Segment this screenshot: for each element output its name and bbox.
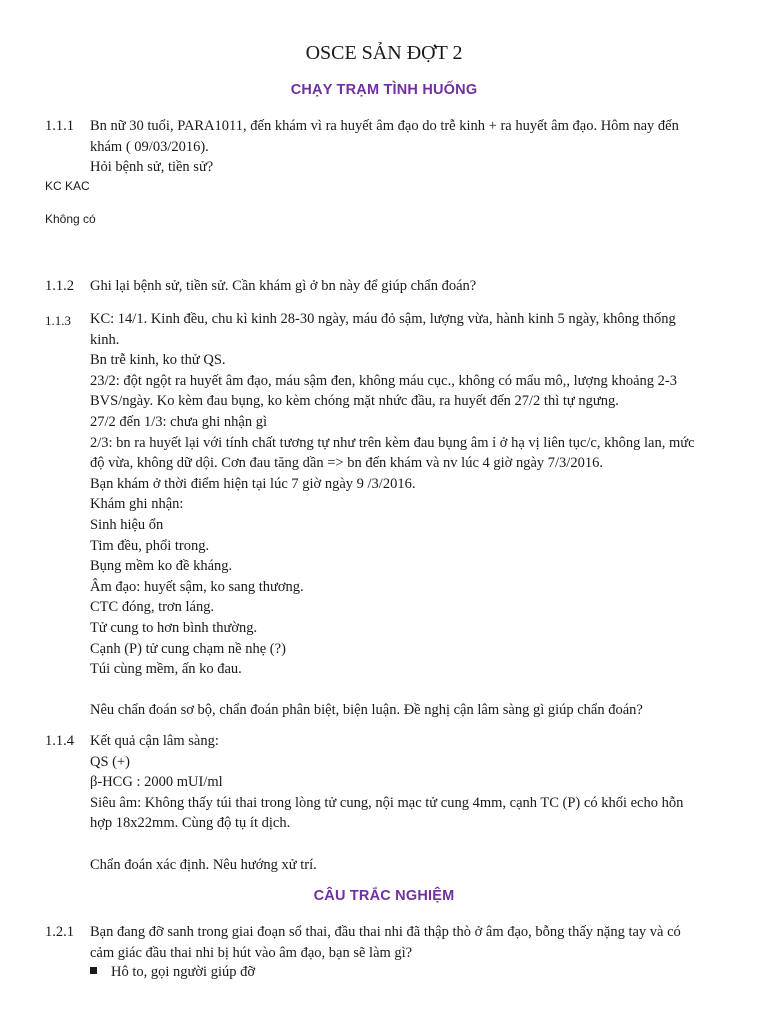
question-line: QS (+) bbox=[90, 753, 130, 770]
question-line: 23/2: đột ngột ra huyết âm đạo, máu sậm đen, không máu cục., không có mẩu mô,, lượng khoảng 2-3 bbox=[90, 372, 677, 389]
question-body bbox=[90, 922, 725, 963]
handwritten-note: Không có bbox=[45, 212, 96, 226]
question-line: độ vừa, không dữ dội. Cơn đau tăng dần => bn đến khám và nv lúc 4 giờ ngày 7/3/2016. bbox=[90, 455, 603, 472]
question-line: Bn nữ 30 tuổi, PARA1011, đến khám vì ra huyết âm đạo do trễ kinh + ra huyết âm đạo. Hôm nay đến bbox=[90, 118, 679, 134]
question-line: Siêu âm: Không thấy túi thai trong lòng tử cung, nội mạc tử cung 4mm, cạnh TC (P) có khối echo hỗn bbox=[90, 794, 684, 811]
answer-option-label: Hô to, gọi người giúp đỡ bbox=[111, 964, 256, 980]
question-line: hợp 18x22mm. Cùng độ tụ ít dịch. bbox=[90, 815, 291, 832]
question-line: Kết quả cận lâm sàng: bbox=[90, 733, 219, 749]
question-line: Tử cung to hơn bình thường. bbox=[90, 619, 258, 636]
question-line: 27/2 đến 1/3: chưa ghi nhận gì bbox=[90, 413, 267, 430]
question-line: Ghi lại bệnh sử, tiền sử. Cần khám gì ở bn này để giúp chẩn đoán? bbox=[90, 278, 477, 294]
question-line: Bạn đang đỡ sanh trong giai đoạn sổ thai, đầu thai nhi đã thập thò ở âm đạo, bỗng thấy nặng tay và có bbox=[90, 924, 681, 940]
question-line: 2/3: bn ra huyết lại với tính chất tương tự như trên kèm đau bụng âm ỉ ở hạ vị liên tục/c, không lan, mức bbox=[90, 434, 695, 451]
answer-option bbox=[90, 964, 255, 981]
question-number: 1.2.1 bbox=[45, 924, 74, 940]
question-body bbox=[90, 276, 725, 297]
question-body bbox=[90, 309, 725, 721]
question-1-1-4 bbox=[45, 731, 725, 875]
question-line: KC: 14/1. Kinh đều, chu kì kinh 28-30 ngày, máu đỏ sậm, lượng vừa, hành kinh 5 ngày, không thống bbox=[90, 311, 676, 327]
question-line: khám ( 09/03/2016). bbox=[90, 138, 209, 155]
question-1-1-1 bbox=[45, 116, 725, 178]
section-heading-multiple-choice: CÂU TRẮC NGHIỆM bbox=[313, 888, 455, 904]
question-line: Cạnh (P) tử cung chạm nề nhẹ (?) bbox=[90, 640, 286, 657]
question-1-2-1 bbox=[45, 922, 725, 963]
question-line: β-HCG : 2000 mUI/ml bbox=[90, 774, 223, 791]
question-line: Âm đạo: huyết sậm, ko sang thương. bbox=[90, 578, 304, 595]
question-1-1-3 bbox=[45, 309, 725, 721]
question-line: Hỏi bệnh sử, tiền sử? bbox=[90, 159, 214, 176]
document-title: OSCE SẢN ĐỢT 2 bbox=[305, 42, 463, 64]
question-line: kinh. bbox=[90, 331, 120, 348]
question-number: 1.1.3 bbox=[45, 313, 71, 328]
question-line: Nêu chẩn đoán sơ bộ, chẩn đoán phân biệt, biện luận. Đề nghị cận lâm sàng gì giúp chẩn đoán? bbox=[90, 702, 643, 719]
bullet-square-icon bbox=[90, 967, 97, 974]
question-line bbox=[90, 834, 725, 855]
question-line: Túi cùng mềm, ấn ko đau. bbox=[90, 661, 242, 678]
question-line: Khám ghi nhận: bbox=[90, 496, 184, 513]
question-line: Sinh hiệu ổn bbox=[90, 516, 164, 533]
question-body bbox=[90, 731, 725, 875]
section-heading-case-stations: CHẠY TRẠM TÌNH HUỐNG bbox=[290, 82, 478, 98]
question-line: Bn trễ kinh, ko thử QS. bbox=[90, 352, 226, 369]
question-line: BVS/ngày. Ko kèm đau bụng, ko kèm chóng mặt nhức đầu, ra huyết đến 27/2 thì tự ngưng. bbox=[90, 393, 619, 410]
question-line: Bạn khám ở thời điểm hiện tại lúc 7 giờ ngày 9 /3/2016. bbox=[90, 475, 416, 492]
question-line: Chẩn đoán xác định. Nêu hướng xử trí. bbox=[90, 856, 317, 873]
question-line: Bụng mềm ko đề kháng. bbox=[90, 558, 233, 575]
question-line: Tim đều, phổi trong. bbox=[90, 537, 210, 554]
question-number: 1.1.4 bbox=[45, 733, 74, 749]
question-body bbox=[90, 116, 725, 178]
question-line: CTC đóng, trơn láng. bbox=[90, 599, 215, 616]
question-number: 1.1.1 bbox=[45, 118, 74, 134]
question-1-1-2 bbox=[45, 276, 725, 297]
question-line bbox=[90, 680, 725, 701]
handwritten-note: KC KAC bbox=[45, 179, 90, 193]
question-number: 1.1.2 bbox=[45, 278, 74, 294]
question-line: cảm giác đầu thai nhi bị hút vào âm đạo, bạn sẽ làm gì? bbox=[90, 944, 413, 961]
